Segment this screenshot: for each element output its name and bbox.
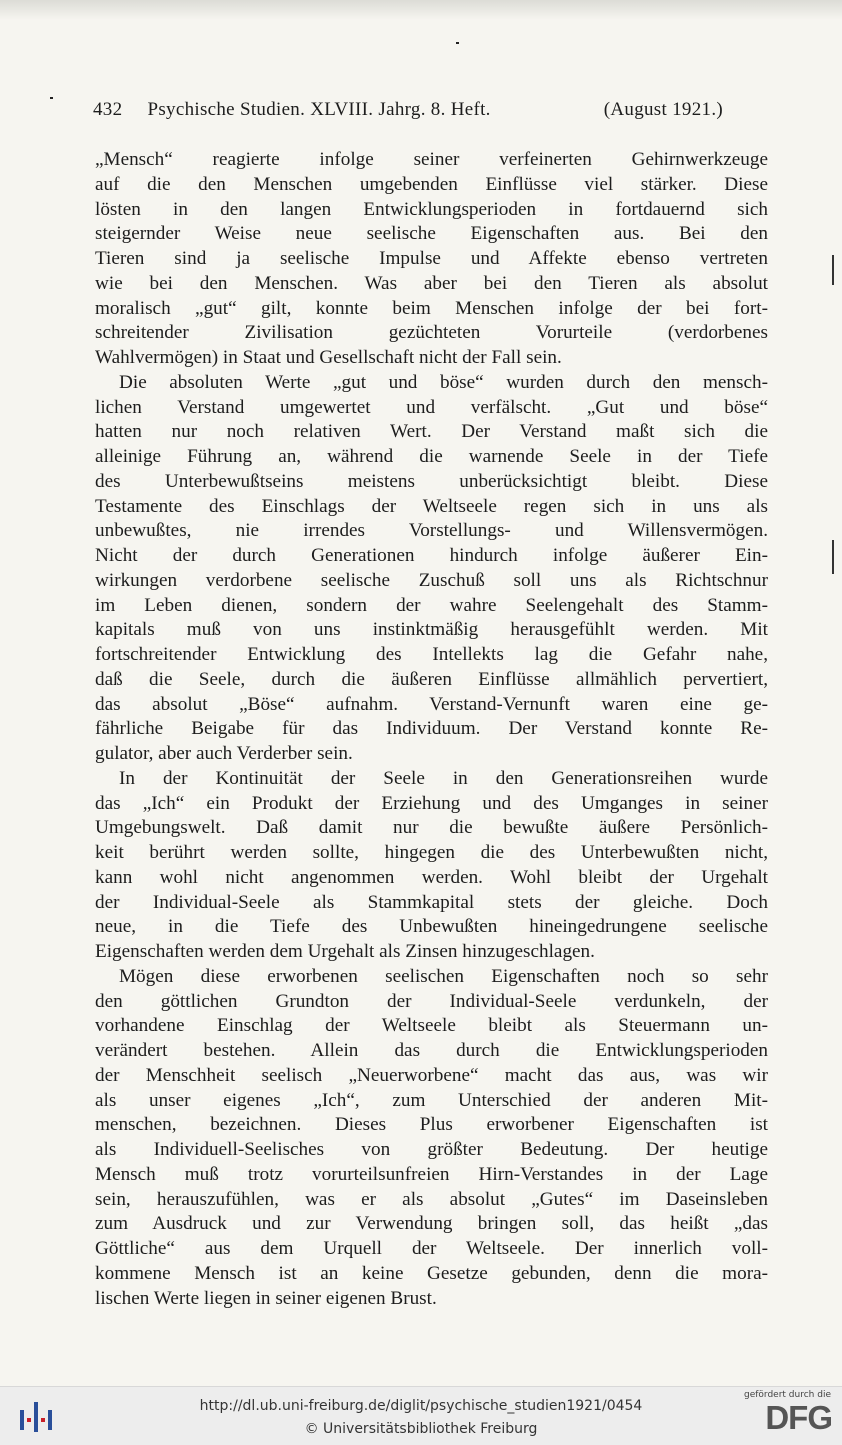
- text-line: das absolut „Böse“ aufnahm. Verstand-Vernunft waren eine ge-: [95, 693, 768, 715]
- text-line: Tieren sind ja seelische Impulse und Affekte ebenso vertreten: [95, 248, 768, 269]
- text-line: hatten nur noch relativen Wert. Der Verstand maßt sich die: [95, 421, 768, 443]
- text-line: kann wohl nicht angenommen werden. Wohl bleibt der Urgehalt: [95, 866, 768, 888]
- text-line: fährliche Beigabe für das Individuum. Der Verstand konnte Re-: [95, 718, 768, 740]
- text-line: der Menschheit seelisch „Neuerworbene“ macht das aus, was wir: [95, 1064, 768, 1086]
- scan-speck: [50, 97, 53, 99]
- text-line: gulator, aber auch Verderber sein.: [95, 743, 353, 764]
- text-line: Eigenschaften werden dem Urgehalt als Zinsen hinzugeschlagen.: [95, 941, 595, 962]
- running-title: Psychische Studien. XLVIII. Jahrg. 8. Heft.: [147, 99, 491, 120]
- text-line: steigernder Weise neue seelische Eigenschaften aus. Bei den: [95, 223, 768, 245]
- text-line: sein, herauszufühlen, was er als absolut „Gutes“ im Daseinsleben: [95, 1188, 768, 1210]
- text-line: Umgebungswelt. Daß damit nur die bewußte äußere Persönlich-: [95, 817, 768, 839]
- scan-edge-shadow: [0, 0, 842, 20]
- text-line: Mögen diese erworbenen seelischen Eigenschaften noch so sehr: [119, 965, 768, 987]
- text-line: verändert bestehen. Allein das durch die Entwicklungsperioden: [95, 1040, 768, 1061]
- sponsor-caption: gefördert durch die: [744, 1390, 831, 1400]
- text-line: moralisch „gut“ gilt, konnte beim Menschen infolge der bei fort-: [95, 297, 768, 319]
- text-line: kommene Mensch ist an keine Gesetze gebunden, denn die mora-: [95, 1262, 768, 1284]
- dfg-logo: DFG: [765, 1399, 832, 1436]
- source-url[interactable]: http://dl.ub.uni-freiburg.de/diglit/psychische_studien1921/0454: [199, 1398, 643, 1414]
- text-line: menschen, bezeichnen. Dieses Plus erworbener Eigenschaften ist: [95, 1114, 768, 1136]
- page-number: 432: [93, 99, 123, 120]
- text-line: „Mensch“ reagierte infolge seiner verfeinerten Gehirnwerkzeuge: [95, 149, 768, 170]
- text-line: den göttlichen Grundton der Individual-Seele verdunkeln, der: [95, 990, 768, 1012]
- text-line: der Individual-Seele als Stammkapital stets der gleiche. Doch: [95, 891, 768, 913]
- scan-speck: [456, 42, 459, 44]
- text-line: lischen Werte liegen in seiner eigenen Brust.: [95, 1287, 437, 1309]
- text-line: wie bei den Menschen. Was aber bei den Tieren als absolut: [95, 272, 768, 294]
- text-line: lösten in den langen Entwicklungsperioden in fortdauernd sich: [95, 198, 768, 220]
- text-line: Die absoluten Werte „gut und böse“ wurden durch den mensch-: [119, 371, 768, 393]
- text-line: neue, in die Tiefe des Unbewußten hineingedrungene seelische: [95, 916, 768, 938]
- text-line: als unser eigenes „Ich“, zum Unterschied der anderen Mit-: [95, 1089, 768, 1111]
- text-line: fortschreitender Entwicklung des Intellekts lag die Gefahr nahe,: [95, 644, 768, 665]
- text-line: Wahlvermögen) in Staat und Gesellschaft nicht der Fall sein.: [95, 347, 562, 368]
- text-line: zum Ausdruck und zur Verwendung bringen soll, das heißt „das: [95, 1213, 768, 1235]
- text-line: des Unterbewußtseins meistens unberücksichtigt bleibt. Diese: [95, 470, 768, 492]
- text-line: alleinige Führung an, während die warnende Seele in der Tiefe: [95, 446, 768, 467]
- text-line: auf die den Menschen umgebenden Einflüsse viel stärker. Diese: [95, 173, 768, 195]
- text-line: Mensch muß trotz vorurteilsunfreien Hirn-Verstandes in der Lage: [95, 1163, 768, 1185]
- text-line: unbewußtes, nie irrendes Vorstellungs- und Willensvermögen.: [95, 520, 768, 542]
- text-line: keit berührt werden sollte, hingegen die des Unterbewußten nicht,: [95, 842, 768, 863]
- text-line: lichen Verstand umgewertet und verfälscht. „Gut und böse“: [95, 396, 768, 418]
- text-line: daß die Seele, durch die äußeren Einflüsse allmählich pervertiert,: [95, 668, 768, 690]
- body-text: [95, 148, 768, 1311]
- viewer-footer: [0, 1386, 842, 1445]
- issue-date: (August 1921.): [603, 99, 723, 120]
- text-line: als Individuell-Seelisches von größter Bedeutung. Der heutige: [95, 1139, 768, 1160]
- running-header: [93, 99, 723, 121]
- text-line: vorhandene Einschlag der Weltseele bleibt als Steuermann un-: [95, 1015, 768, 1037]
- text-line: kapitals muß von uns instinktmäßig herausgefühlt werden. Mit: [95, 619, 768, 641]
- text-line: schreitender Zivilisation gezüchteten Vorurteile (verdorbenes: [95, 322, 768, 344]
- margin-mark: [832, 540, 834, 574]
- text-line: Testamente des Einschlags der Weltseele regen sich in uns als: [95, 495, 768, 517]
- text-line: Göttliche“ aus dem Urquell der Weltseele. Der innerlich voll-: [95, 1238, 768, 1259]
- text-line: Nicht der durch Generationen hindurch infolge äußerer Ein-: [95, 545, 768, 566]
- text-line: wirkungen verdorbene seelische Zuschuß soll uns als Richtschnur: [95, 569, 768, 591]
- copyright-notice: © Universitätsbibliothek Freiburg: [304, 1421, 538, 1437]
- text-line: das „Ich“ ein Produkt der Erziehung und des Umganges in seiner: [95, 792, 768, 814]
- text-line: In der Kontinuität der Seele in den Generationsreihen wurde: [119, 767, 768, 789]
- text-line: im Leben dienen, sondern der wahre Seelengehalt des Stamm-: [95, 594, 768, 616]
- margin-mark: [832, 255, 834, 285]
